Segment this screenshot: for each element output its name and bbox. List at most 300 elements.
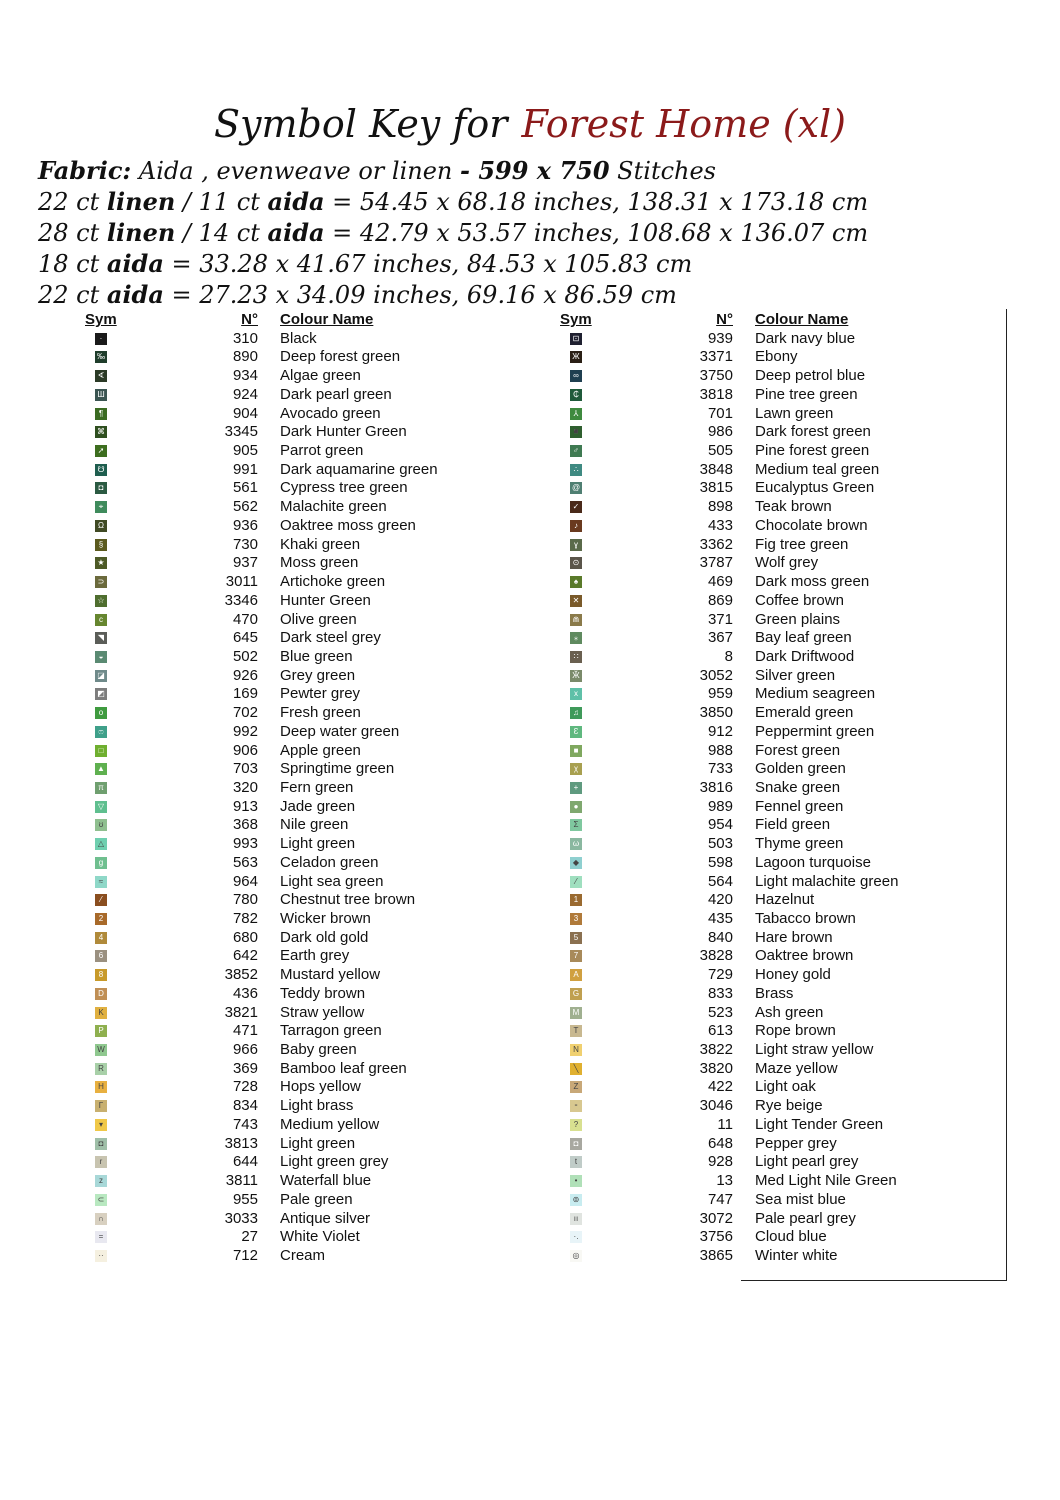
colour-symbol-swatch: ◾	[571, 427, 581, 437]
colour-name: Deep petrol blue	[755, 367, 866, 385]
table-row	[80, 835, 500, 854]
colour-name: Hazelnut	[755, 891, 815, 909]
colour-number: 523	[707, 1003, 733, 1021]
colour-number: 782	[232, 910, 258, 927]
colour-number: 433	[707, 516, 733, 534]
colour-name: Dark steel grey	[280, 629, 381, 647]
table-row	[555, 498, 975, 517]
table-row	[555, 1078, 975, 1097]
colour-symbol-swatch: 3	[570, 913, 582, 925]
colour-name: Parrot green	[280, 442, 364, 460]
page-title	[0, 100, 1060, 148]
colour-symbol-swatch: Γ	[95, 1100, 107, 1112]
table-row	[80, 760, 500, 779]
table-row	[80, 929, 500, 948]
colour-name: Bay leaf green	[755, 629, 852, 647]
colour-name: Grey green	[280, 666, 356, 684]
colour-number: 934	[232, 367, 258, 385]
colour-number: 680	[232, 928, 258, 946]
colour-symbol-swatch: ∷	[570, 651, 582, 663]
colour-symbol-swatch: ?	[570, 1119, 582, 1131]
colour-symbol-swatch: ➚	[95, 445, 107, 457]
colour-symbol-swatch: ⅄	[570, 408, 582, 420]
table-header	[555, 311, 975, 330]
table-row	[555, 966, 975, 985]
header-sym: Sym	[85, 311, 117, 328]
colour-number: 310	[232, 329, 258, 347]
colour-name: Ash green	[755, 1003, 824, 1021]
colour-number: 3346	[224, 591, 258, 609]
spec-segment: = 33.28 x 41.67 inches, 84.53 x 105.83 cm	[163, 250, 693, 278]
colour-name: Cloud blue	[755, 1228, 827, 1246]
colour-name: Wolf grey	[755, 554, 819, 572]
colour-symbol-swatch: ⌖	[95, 501, 107, 513]
colour-name: Pewter grey	[280, 685, 361, 703]
colour-name: Pepper grey	[755, 1134, 837, 1152]
colour-symbol-swatch: ≈	[95, 876, 107, 888]
colour-name: Light brass	[280, 1097, 354, 1115]
colour-name: Moss green	[280, 554, 359, 572]
colour-symbol-swatch: ··	[95, 1250, 107, 1262]
colour-name: Green plains	[755, 610, 841, 628]
colour-name: Olive green	[280, 610, 357, 628]
colour-number: 989	[707, 797, 733, 815]
colour-symbol-swatch: 4	[95, 932, 107, 944]
colour-symbol-swatch: ₵	[570, 389, 582, 401]
colour-number: 906	[232, 741, 258, 759]
spec-segment: = 54.45 x 68.18 inches, 138.31 x 173.18 cm	[324, 188, 869, 216]
colour-name: Brass	[755, 984, 794, 1002]
colour-number: 3046	[699, 1097, 733, 1115]
colour-number: 780	[232, 891, 258, 909]
colour-symbol-swatch: ♂	[570, 445, 582, 457]
colour-symbol-swatch: ⊡	[570, 333, 582, 345]
table-row	[555, 442, 975, 461]
colour-number: 954	[707, 816, 733, 834]
colour-name: Light straw yellow	[755, 1041, 874, 1059]
colour-symbol-swatch: ▽	[95, 801, 107, 813]
table-row	[555, 1060, 975, 1079]
table-row	[80, 1172, 500, 1191]
table-row	[80, 648, 500, 667]
colour-number: 702	[232, 704, 258, 722]
table-row	[80, 723, 500, 742]
colour-name: Teak brown	[755, 498, 832, 516]
colour-number: 613	[707, 1022, 733, 1040]
colour-name: Light oak	[755, 1078, 816, 1096]
colour-name: Sea mist blue	[755, 1190, 846, 1208]
table-row	[555, 1135, 975, 1154]
colour-name: Ebony	[755, 348, 798, 366]
colour-symbol-swatch: ♫	[570, 707, 582, 719]
table-row	[80, 1153, 500, 1172]
colour-symbol-swatch: 7	[570, 950, 582, 962]
table-row	[555, 1210, 975, 1229]
colour-number: 3822	[699, 1041, 733, 1059]
spec-segment: / 11 ct	[175, 188, 268, 216]
table-row	[555, 835, 975, 854]
colour-symbol-swatch: A	[570, 969, 582, 981]
colour-symbol-swatch: ·.	[570, 1231, 582, 1243]
colour-symbol-swatch: ◥	[95, 632, 107, 644]
colour-number: 471	[232, 1022, 258, 1040]
header-sym: Sym	[560, 311, 592, 328]
colour-symbol-swatch: ⌘	[97, 427, 105, 437]
table-row	[555, 536, 975, 555]
colour-name: Antique silver	[280, 1209, 371, 1227]
table-row	[80, 816, 500, 835]
colour-symbol-swatch: K	[95, 1007, 107, 1019]
colour-symbol-swatch: 5	[570, 932, 582, 944]
table-row	[555, 704, 975, 723]
colour-name: Dark Driftwood	[755, 647, 855, 665]
colour-name: Dark moss green	[755, 573, 870, 591]
colour-symbol-swatch: Ɛ	[570, 726, 582, 738]
colour-symbol-swatch: ♠	[570, 576, 582, 588]
colour-number: 747	[707, 1190, 733, 1208]
spec-segment: aida	[267, 187, 325, 216]
colour-name: Jade green	[280, 797, 356, 815]
colour-number: 3033	[224, 1209, 258, 1227]
colour-name: Khaki green	[280, 535, 361, 553]
colour-symbol-swatch: Ӂ	[570, 670, 582, 682]
colour-symbol-swatch: π	[95, 782, 107, 794]
colour-number: 436	[232, 984, 258, 1002]
colour-symbol-swatch: ◒	[95, 651, 107, 663]
colour-number: 840	[707, 928, 733, 946]
colour-symbol-swatch: o	[95, 707, 107, 719]
table-row	[555, 723, 975, 742]
colour-number: 937	[232, 554, 258, 572]
colour-symbol-swatch: ⁃	[570, 1100, 582, 1112]
colour-name: Deep forest green	[280, 348, 401, 366]
colour-symbol-swatch: ▲	[95, 763, 107, 775]
colour-name: Dark pearl green	[280, 385, 392, 403]
table-row	[555, 873, 975, 892]
table-row	[80, 779, 500, 798]
right-border-line	[1006, 309, 1007, 1281]
colour-symbol-swatch: ◘	[95, 1138, 107, 1150]
colour-name: Light malachite green	[755, 872, 899, 890]
colour-name: Baby green	[280, 1041, 357, 1059]
colour-number: 371	[707, 610, 733, 628]
colour-number: 728	[232, 1078, 258, 1096]
table-row	[80, 947, 500, 966]
colour-name: Silver green	[755, 666, 836, 684]
colour-symbol-swatch: Σ	[570, 819, 582, 831]
table-row	[555, 573, 975, 592]
colour-name: Pale green	[280, 1190, 353, 1208]
colour-symbol-swatch: @	[571, 483, 581, 493]
colour-name: Medium seagreen	[755, 685, 876, 703]
spec-segment: linen	[106, 187, 176, 216]
table-row	[80, 985, 500, 1004]
colour-name: Dark forest green	[755, 423, 871, 441]
colour-number: 729	[707, 966, 733, 984]
colour-symbol-swatch: ∴	[570, 464, 582, 476]
header-number: N°	[716, 311, 733, 328]
table-row	[555, 367, 975, 386]
table-row	[80, 667, 500, 686]
table-row	[80, 1116, 500, 1135]
colour-number: 703	[232, 760, 258, 778]
colour-symbol-swatch: g	[95, 857, 107, 869]
colour-number: 561	[232, 479, 258, 497]
colour-symbol-swatch: ✓	[570, 501, 582, 513]
colour-name: Fig tree green	[755, 535, 849, 553]
colour-name: Coffee brown	[755, 591, 844, 609]
colour-number: 3787	[699, 554, 733, 572]
colour-symbol-swatch: ʊ	[95, 819, 107, 831]
colour-name: Thyme green	[755, 835, 844, 853]
colour-number: 913	[232, 797, 258, 815]
colour-number: 733	[707, 760, 733, 778]
colour-name: Celadon green	[280, 853, 379, 871]
colour-number: 926	[232, 666, 258, 684]
colour-symbol-swatch: ☆	[95, 595, 107, 607]
table-row	[555, 742, 975, 761]
colour-name: Tabacco brown	[755, 910, 856, 927]
table-row	[80, 461, 500, 480]
colour-name: Dark aquamarine green	[280, 460, 438, 478]
colour-number: 369	[232, 1059, 258, 1077]
colour-number: 3750	[699, 367, 733, 385]
table-row	[80, 330, 500, 349]
colour-number: 890	[232, 348, 258, 366]
table-row	[555, 461, 975, 480]
colour-name: Light green	[280, 1134, 356, 1152]
table-row	[80, 910, 500, 929]
table-row	[555, 423, 975, 442]
table-row	[555, 1097, 975, 1116]
colour-name: Maze yellow	[755, 1059, 838, 1077]
colour-number: 3811	[225, 1172, 258, 1190]
size-line-22ct	[38, 187, 868, 217]
colour-name: Cypress tree green	[280, 479, 408, 497]
colour-name: Light Tender Green	[755, 1115, 884, 1133]
colour-number: 986	[707, 423, 733, 441]
table-row	[80, 854, 500, 873]
table-row	[80, 442, 500, 461]
spec-segment: 18 ct	[38, 250, 107, 278]
colour-number: 3815	[699, 479, 733, 497]
table-row	[555, 1228, 975, 1247]
colour-symbol-swatch: ¶	[95, 408, 107, 420]
colour-name: Fern green	[280, 778, 354, 796]
colour-symbol-swatch: x	[570, 688, 582, 700]
colour-number: 642	[232, 947, 258, 965]
colour-number: 869	[707, 591, 733, 609]
table-row	[80, 573, 500, 592]
size-line-28ct	[38, 218, 868, 248]
colour-name: Light green grey	[280, 1153, 389, 1171]
colour-name: Lagoon turquoise	[755, 853, 871, 871]
colour-symbol-swatch: Ж	[570, 351, 582, 363]
colour-symbol-swatch: 1	[570, 894, 582, 906]
size-line-22ct-aida	[38, 280, 677, 310]
colour-symbol-swatch: Ш	[95, 389, 107, 401]
table-row	[80, 554, 500, 573]
colour-number: 959	[707, 685, 733, 703]
colour-symbol-swatch: D	[95, 988, 107, 1000]
table-row	[80, 367, 500, 386]
table-row	[555, 348, 975, 367]
colour-symbol-swatch: ◩	[95, 688, 107, 700]
colour-number: 422	[707, 1078, 733, 1096]
table-row	[80, 873, 500, 892]
spec-segment: aida	[106, 280, 164, 309]
header-colour-name: Colour Name	[280, 311, 374, 328]
colour-name: Light pearl grey	[755, 1153, 859, 1171]
colour-symbol-swatch: 8	[95, 969, 107, 981]
colour-symbol-swatch: ⁎	[570, 632, 582, 644]
table-row	[80, 386, 500, 405]
spec-segment: / 14 ct	[175, 219, 268, 247]
colour-symbol-swatch: 2	[95, 913, 107, 925]
colour-name: Bamboo leaf green	[280, 1059, 407, 1077]
symbol-key-right-column	[555, 311, 975, 1266]
colour-number: 701	[707, 404, 733, 422]
colour-name: White Violet	[280, 1228, 360, 1246]
colour-name: Eucalyptus Green	[755, 479, 875, 497]
colour-number: 3865	[699, 1246, 733, 1264]
colour-symbol-swatch: ω	[570, 838, 582, 850]
colour-number: 505	[707, 442, 733, 460]
colour-symbol-swatch: 6	[95, 950, 107, 962]
colour-symbol-swatch: ⊂	[95, 1194, 107, 1206]
colour-number: 988	[707, 741, 733, 759]
colour-number: 644	[232, 1153, 258, 1171]
size-line-18ct	[38, 249, 692, 279]
table-row	[80, 1004, 500, 1023]
table-row	[80, 423, 500, 442]
colour-symbol-swatch: ∞	[570, 370, 582, 382]
table-row	[80, 742, 500, 761]
colour-name: Peppermint green	[755, 722, 875, 740]
colour-name: Snake green	[755, 778, 841, 796]
colour-symbol-swatch: ∩	[95, 1213, 107, 1225]
colour-name: Field green	[755, 816, 831, 834]
table-row	[555, 779, 975, 798]
colour-number: 470	[232, 610, 258, 628]
colour-number: 502	[232, 647, 258, 665]
table-row	[80, 536, 500, 555]
colour-number: 13	[716, 1172, 733, 1190]
table-header	[80, 311, 500, 330]
colour-symbol-swatch: =	[95, 1231, 107, 1243]
table-row	[555, 648, 975, 667]
colour-name: Forest green	[755, 741, 841, 759]
table-row	[555, 517, 975, 536]
colour-number: 928	[707, 1153, 733, 1171]
colour-name: Hunter Green	[280, 591, 371, 609]
colour-number: 503	[707, 835, 733, 853]
table-row	[80, 1060, 500, 1079]
colour-symbol-swatch: ⊚	[570, 1194, 582, 1206]
colour-name: Hops yellow	[280, 1078, 361, 1096]
colour-number: 3848	[699, 460, 733, 478]
table-row	[80, 1097, 500, 1116]
table-row	[80, 629, 500, 648]
colour-name: Cream	[280, 1246, 326, 1264]
header-number: N°	[241, 311, 258, 328]
table-row	[555, 1153, 975, 1172]
colour-number: 904	[232, 404, 258, 422]
colour-number: 924	[232, 385, 258, 403]
colour-number: 368	[232, 816, 258, 834]
table-row	[555, 854, 975, 873]
colour-symbol-swatch: △	[95, 838, 107, 850]
colour-name: Emerald green	[755, 704, 854, 722]
table-row	[80, 891, 500, 910]
colour-symbol-swatch: ▾	[95, 1119, 107, 1131]
colour-symbol-swatch: G	[570, 988, 582, 1000]
table-row	[555, 929, 975, 948]
colour-symbol-swatch: P	[95, 1025, 107, 1037]
table-row	[555, 405, 975, 424]
colour-number: 563	[232, 853, 258, 871]
colour-number: 27	[241, 1228, 258, 1246]
table-row	[555, 629, 975, 648]
colour-symbol-swatch: ◪	[95, 670, 107, 682]
spec-segment: = 27.23 x 34.09 inches, 69.16 x 86.59 cm	[163, 281, 677, 309]
table-row	[80, 1247, 500, 1266]
colour-name: Chestnut tree brown	[280, 891, 416, 909]
colour-symbol-swatch: ☋	[95, 464, 107, 476]
colour-symbol-swatch: ⁄	[95, 894, 107, 906]
colour-number: 3011	[225, 573, 258, 591]
colour-number: 598	[707, 853, 733, 871]
colour-number: 11	[717, 1115, 733, 1133]
colour-name: Earth grey	[280, 947, 350, 965]
colour-name: Rope brown	[755, 1022, 836, 1040]
colour-number: 3362	[699, 535, 733, 553]
table-row	[555, 479, 975, 498]
table-row	[80, 348, 500, 367]
table-row	[555, 667, 975, 686]
colour-name: Fresh green	[280, 704, 361, 722]
spec-segment: - 599 x 750	[460, 156, 610, 185]
colour-number: 3820	[699, 1059, 733, 1077]
colour-number: 645	[232, 629, 258, 647]
colour-number: 712	[232, 1246, 258, 1264]
spec-segment: = 42.79 x 53.57 inches, 108.68 x 136.07 cm	[324, 219, 869, 247]
colour-symbol-swatch: H	[95, 1081, 107, 1093]
colour-number: 743	[232, 1115, 258, 1133]
colour-symbol-swatch: ⁄	[570, 876, 582, 888]
colour-symbol-swatch: •	[570, 1175, 582, 1187]
colour-number: 955	[232, 1190, 258, 1208]
colour-name: Wicker brown	[280, 910, 371, 927]
colour-number: 169	[232, 685, 258, 703]
colour-symbol-swatch: ɣ	[570, 539, 582, 551]
colour-symbol-swatch: ◘	[570, 1138, 582, 1150]
colour-symbol-swatch: ◘	[95, 482, 107, 494]
colour-symbol-swatch: ╲	[570, 1063, 582, 1075]
colour-name: Pale pearl grey	[755, 1209, 856, 1227]
table-row	[555, 1041, 975, 1060]
colour-symbol-swatch: ·	[95, 333, 107, 345]
colour-number: 833	[707, 984, 733, 1002]
colour-name: Hare brown	[755, 928, 833, 946]
table-row	[555, 1247, 975, 1266]
colour-number: 367	[707, 629, 733, 647]
colour-symbol-swatch: ⋒	[570, 614, 582, 626]
colour-symbol-swatch: ⊃	[95, 576, 107, 588]
colour-symbol-swatch: □	[95, 745, 107, 757]
colour-number: 3813	[224, 1134, 258, 1152]
colour-symbol-swatch: ⊙	[570, 557, 582, 569]
